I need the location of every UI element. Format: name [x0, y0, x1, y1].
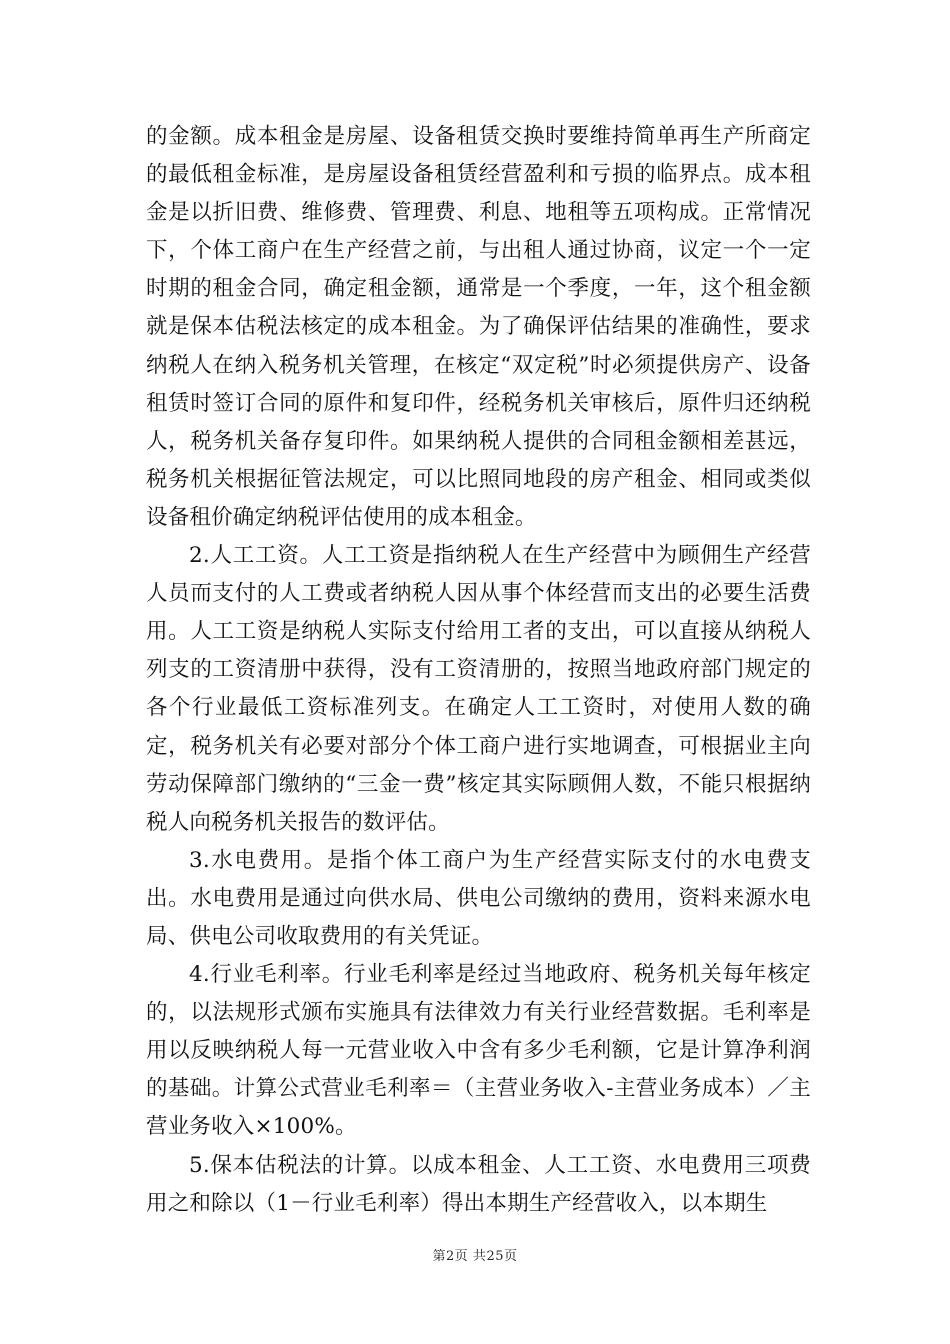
paragraph-labor-wages: 2.人工工资。人工工资是指纳税人在生产经营中为顾佣生产经营人员而支付的人工费或者纳税人因从事个体经营而支出的必要生活费用。人工工资是纳税人实际支付给用工者的支出，可以直接从纳税人列支的工资清册中获得，没有工资清册的，按照当地政府部门规定的各个行业最低工资标准列支。在确定人工工资时，对使用人数的确定，税务机关有必要对部分个体工商户进行实地调查，可根据业主向劳动保障部门缴纳的“三金一费”核定其实际顾佣人数，不能只根据纳税人向税务机关报告的数评估。	[146, 543, 811, 835]
footer-suffix: 页	[503, 1249, 518, 1264]
footer-middle: 页 共	[454, 1249, 487, 1264]
footer-current-page: 2	[446, 1249, 455, 1264]
page-footer	[0, 1248, 950, 1266]
paragraph-utility-costs: 3.水电费用。是指个体工商户为生产经营实际支付的水电费支出。水电费用是通过向供水局、供电公司缴纳的费用，资料来源水电局、供电公司收取费用的有关凭证。	[146, 847, 811, 949]
paragraph-cost-rent-continued: 的金额。成本租金是房屋、设备租赁交换时要维持简单再生产所商定的最低租金标准，是房屋设备租赁经营盈利和亏损的临界点。成本租金是以折旧费、维修费、管理费、利息、地租等五项构成。正常情况下，个体工商户在生产经营之前，与出租人通过协商，议定一个一定时期的租金合同，确定租金额，通常是一个季度，一年，这个租金额就是保本估税法核定的成本租金。为了确保评估结果的准确性，要求纳税人在纳入税务机关管理，在核定“双定税”时必须提供房产、设备租赁时签订合同的原件和复印件，经税务机关审核后，原件归还纳税人，税务机关备存复印件。如果纳税人提供的合同租金额相差甚远，税务机关根据征管法规定，可以比照同地段的房产租金、相同或类似设备租价确定纳税评估使用的成本租金。	[146, 124, 811, 530]
footer-total-pages: 25	[486, 1249, 504, 1264]
document-body	[146, 118, 811, 1223]
paragraph-gross-margin: 4.行业毛利率。行业毛利率是经过当地政府、税务机关每年核定的，以法规形式颁布实施具有法律效力有关行业经营数据。毛利率是用以反映纳税人每一元营业收入中含有多少毛利额，它是计算净利润的基础。计算公式营业毛利率＝（主营业务收入-主营业务成本）／主营业务收入×100%。	[146, 962, 811, 1140]
footer-prefix: 第	[432, 1249, 447, 1264]
paragraph-breakeven-calculation: 5.保本估税法的计算。以成本租金、人工工资、水电费用三项费用之和除以（1－行业毛利率）得出本期生产经营收入，以本期生	[146, 1152, 811, 1216]
